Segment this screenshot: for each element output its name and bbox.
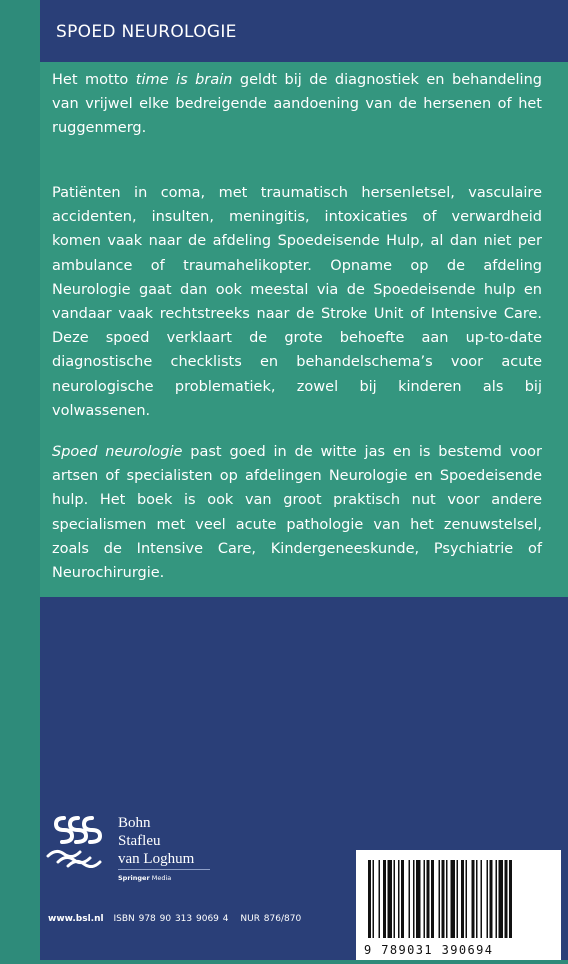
publisher-divider <box>118 869 210 870</box>
nur-text: NUR 876/870 <box>240 914 302 924</box>
springer-media-label <box>118 874 171 882</box>
springer-bold: Springer <box>118 874 150 882</box>
footer-info <box>48 914 301 924</box>
springer-light: Media <box>149 874 172 882</box>
publisher-name <box>118 814 194 868</box>
isbn-text: ISBN 978 90 313 9069 4 <box>113 914 229 924</box>
publisher-line-1: Bohn <box>118 815 151 831</box>
paragraph-3 <box>52 440 542 585</box>
paragraph-2: Patiënten in coma, met traumatisch hersenletsel, vasculaire accidenten, insulten, meningitis, intoxicaties of verwardheid komen vaak naar de afdeling Spoedeisende Hulp, al dan niet per ambulance of traumahelikopter. Opname op de afdeling Neurologie gaat dan ook meestal via de Spoedeisende hulp en vandaar vaak rechtstreeks naar de Stroke Unit of Intensive Care. Deze spoed verklaart de grote behoefte aan up-to-date diagnostische checklists en behandelschema’s voor acute neurologische problematiek, zowel bij kinderen als bij volwassenen. <box>52 185 542 419</box>
website-link[interactable]: www.bsl.nl <box>48 914 104 924</box>
publisher-line-3: van Loghum <box>118 851 195 867</box>
paragraph-3-italic: Spoed neurologie <box>52 444 183 460</box>
publisher-line-2: Stafleu <box>118 833 161 849</box>
paragraph-1-part-c: geldt bij de diagnostiek en behandeling van vrijwel elke bedreigende aandoening van de hersenen of het ruggenmerg. <box>52 72 542 137</box>
paragraph-1 <box>52 68 542 141</box>
series-title: SPOED NEUROLOGIE <box>56 22 237 42</box>
bsl-logo-icon <box>44 812 108 868</box>
barcode-number: 9 789031 390694 <box>364 943 494 957</box>
paragraph-1-part-a: Het motto <box>52 72 136 88</box>
paragraph-3-part-b: past goed in de witte jas en is bestemd voor artsen of specialisten op afdelingen Neurologie en Spoedeisende hulp. Het boek is ook van groot praktisch nut voor andere specialismen met veel acute pathologie van het zenuwstelsel, zoals de Intensive Care, Kindergeneeskunde, Psychiatrie of Neurochirurgie. <box>52 444 542 582</box>
paragraph-1-italic: time is brain <box>135 72 233 88</box>
